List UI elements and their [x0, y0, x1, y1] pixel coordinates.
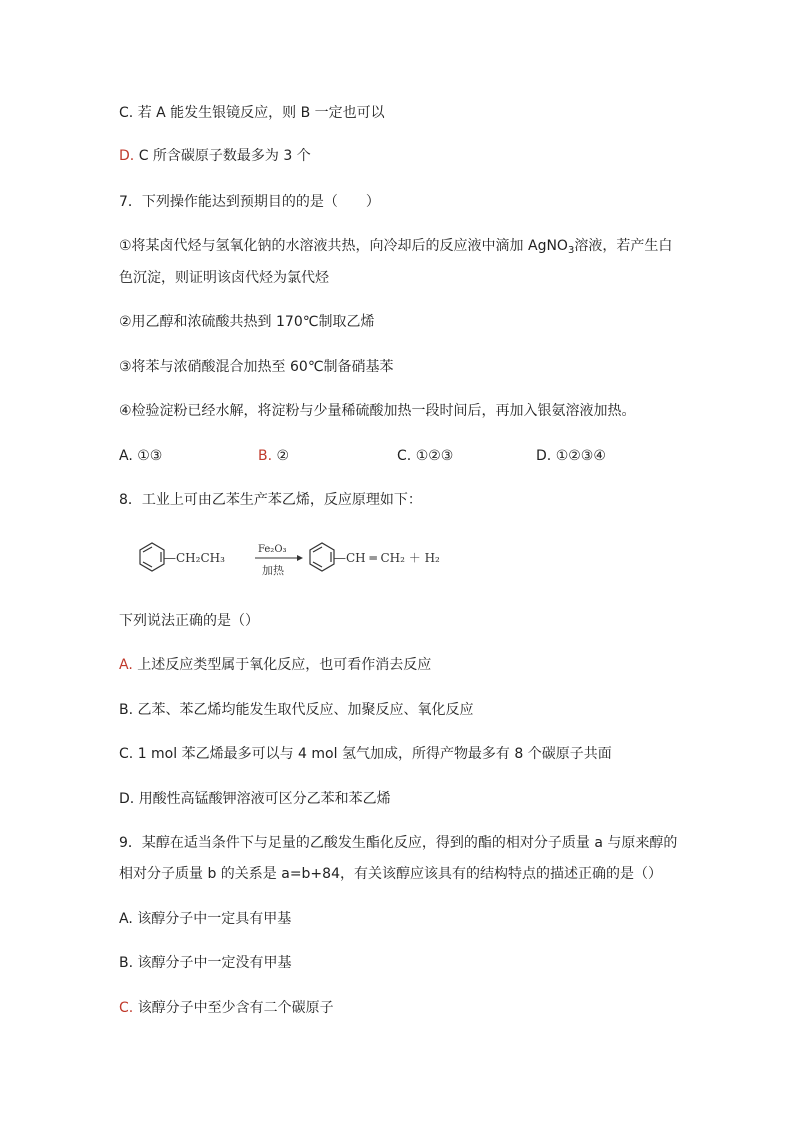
reaction-equation — [127, 538, 487, 588]
q8-option-b — [119, 700, 474, 720]
q7-item-2: ②用乙醇和浓硫酸共热到 170℃制取乙烯 — [119, 314, 375, 330]
option-text: 1 mol 苯乙烯最多可以与 4 mol 氢气加成，所得产物最多有 8 个碳原子共面 — [137, 746, 612, 762]
q9-option-a — [119, 909, 291, 929]
option-text: ② — [276, 448, 290, 464]
option-letter: C. — [119, 1000, 134, 1016]
q9-stem-line-1: 9．某醇在适当条件下与足量的乙酸发生酯化反应，得到的酯的相对分子质量 a 与原来醇的 — [119, 835, 678, 851]
option-letter: B. — [258, 448, 273, 464]
option-letter: A. — [119, 911, 133, 927]
option-text: ①③ — [137, 448, 163, 464]
q9-option-b — [119, 953, 292, 973]
q7-option-d — [536, 446, 606, 466]
q9-option-c — [119, 998, 334, 1018]
q7-item-3: ③将苯与浓硝酸混合加热至 60℃制备硝基苯 — [119, 359, 394, 375]
option-text: 用酸性高锰酸钾溶液可区分乙苯和苯乙烯 — [138, 791, 391, 807]
option-text: 上述反应类型属于氧化反应，也可看作消去反应 — [137, 657, 432, 673]
option-text: 该醇分子中至少含有二个碳原子 — [137, 1000, 334, 1016]
q6-option-c — [119, 103, 385, 123]
option-text: 该醇分子中一定具有甲基 — [137, 911, 292, 927]
q7-option-a — [119, 446, 162, 466]
option-letter: C. — [119, 105, 134, 121]
option-letter: D. — [119, 791, 135, 807]
benzene-ring-reactant — [140, 543, 164, 571]
q9-stem-line-2: 相对分子质量 b 的关系是 a=b+84，有关该醇应该具有的结构特点的描述正确的是（） — [119, 866, 662, 882]
q7-item-1-text-cont: 溶液，若产生白 — [574, 238, 673, 254]
option-text: 乙苯、苯乙烯均能发生取代反应、加聚反应、氧化反应 — [137, 702, 474, 718]
q8-stem: 8．工业上可由乙苯生产苯乙烯，反应原理如下： — [119, 492, 422, 508]
product-group: —CH ═ CH₂ ＋ H₂ — [334, 551, 440, 565]
q7-item-4: ④检验淀粉已经水解，将淀粉与少量稀硫酸加热一段时间后，再加入银氨溶液加热。 — [119, 403, 636, 419]
option-text: ①②③ — [415, 448, 454, 464]
q7-item-1-line-1 — [119, 236, 672, 261]
option-text: 该醇分子中一定没有甲基 — [137, 955, 292, 971]
option-text: ①②③④ — [555, 448, 606, 464]
q7-option-b — [258, 446, 289, 466]
option-letter: A. — [119, 448, 133, 464]
q8-option-c — [119, 744, 612, 764]
q6-option-d — [119, 146, 311, 166]
option-letter: C. — [119, 746, 134, 762]
q7-option-c — [397, 446, 453, 466]
option-letter: B. — [119, 702, 134, 718]
reaction-equation-svg — [127, 538, 487, 588]
subscript: 3 — [567, 245, 575, 256]
benzene-ring-product — [310, 543, 334, 571]
option-letter: B. — [119, 955, 134, 971]
option-letter: D. — [119, 148, 135, 164]
condition-label: 加热 — [262, 564, 284, 577]
q7-item-1-line-2: 色沉淀，则证明该卤代烃为氯代烃 — [119, 270, 329, 286]
option-letter: A. — [119, 657, 133, 673]
q8-question: 下列说法正确的是（） — [119, 613, 259, 629]
option-letter: D. — [536, 448, 552, 464]
q7-stem: 7．下列操作能达到预期目的的是（ ） — [119, 194, 380, 210]
option-text: C 所含碳原子数最多为 3 个 — [138, 148, 311, 164]
q7-item-1-text: ①将某卤代烃与氢氧化钠的水溶液共热，向冷却后的反应液中滴加 AgNO — [119, 238, 568, 254]
arrow-head — [297, 555, 303, 561]
option-letter: C. — [397, 448, 412, 464]
q8-option-a — [119, 655, 431, 675]
option-text: 若 A 能发生银镜反应，则 B 一定也可以 — [137, 105, 385, 121]
q8-option-d — [119, 789, 391, 809]
catalyst-label: Fe₂O₃ — [258, 544, 287, 555]
reactant-group: —CH₂CH₃ — [164, 551, 225, 565]
